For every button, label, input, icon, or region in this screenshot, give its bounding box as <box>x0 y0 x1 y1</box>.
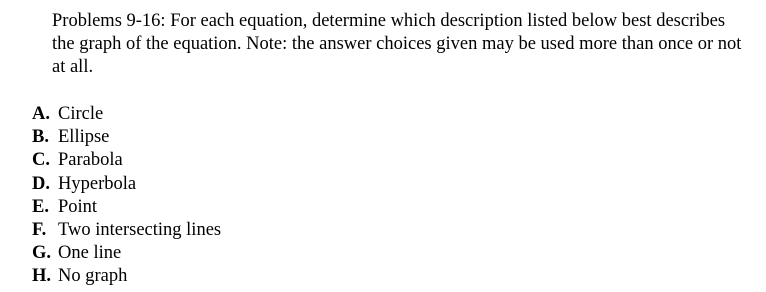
choice-letter: H. <box>32 266 52 287</box>
choice-letter: C. <box>32 150 50 171</box>
choice-letter: B. <box>32 127 49 148</box>
answer-choice-g <box>32 242 221 265</box>
choice-text: Two intersecting lines <box>58 220 222 241</box>
choice-text: No graph <box>58 266 128 287</box>
answer-choice-b <box>32 126 221 149</box>
answer-choice-e <box>32 196 221 219</box>
choice-letter: F. <box>32 220 47 241</box>
choice-text: Point <box>58 196 98 217</box>
choice-letter: E. <box>32 196 49 217</box>
answer-choice-h <box>32 265 221 288</box>
choice-text: Circle <box>58 104 104 124</box>
answer-choices-list <box>32 103 221 289</box>
problem-instructions: Problems 9-16: For each equation, determine which description listed below best describes the graph of the equation. Note: the answer choices given may be used more than once or not at all. <box>52 11 742 77</box>
choice-letter: D. <box>32 173 50 194</box>
answer-choice-a <box>32 103 221 126</box>
choice-text: Hyperbola <box>58 173 137 194</box>
choice-text: One line <box>58 243 122 264</box>
choice-text: Ellipse <box>58 127 110 148</box>
choice-letter: A. <box>32 104 50 124</box>
answer-choice-c <box>32 149 221 172</box>
answer-choice-f <box>32 219 221 242</box>
choice-text: Parabola <box>58 150 123 171</box>
answer-choice-d <box>32 173 221 196</box>
choice-letter: G. <box>32 243 52 264</box>
